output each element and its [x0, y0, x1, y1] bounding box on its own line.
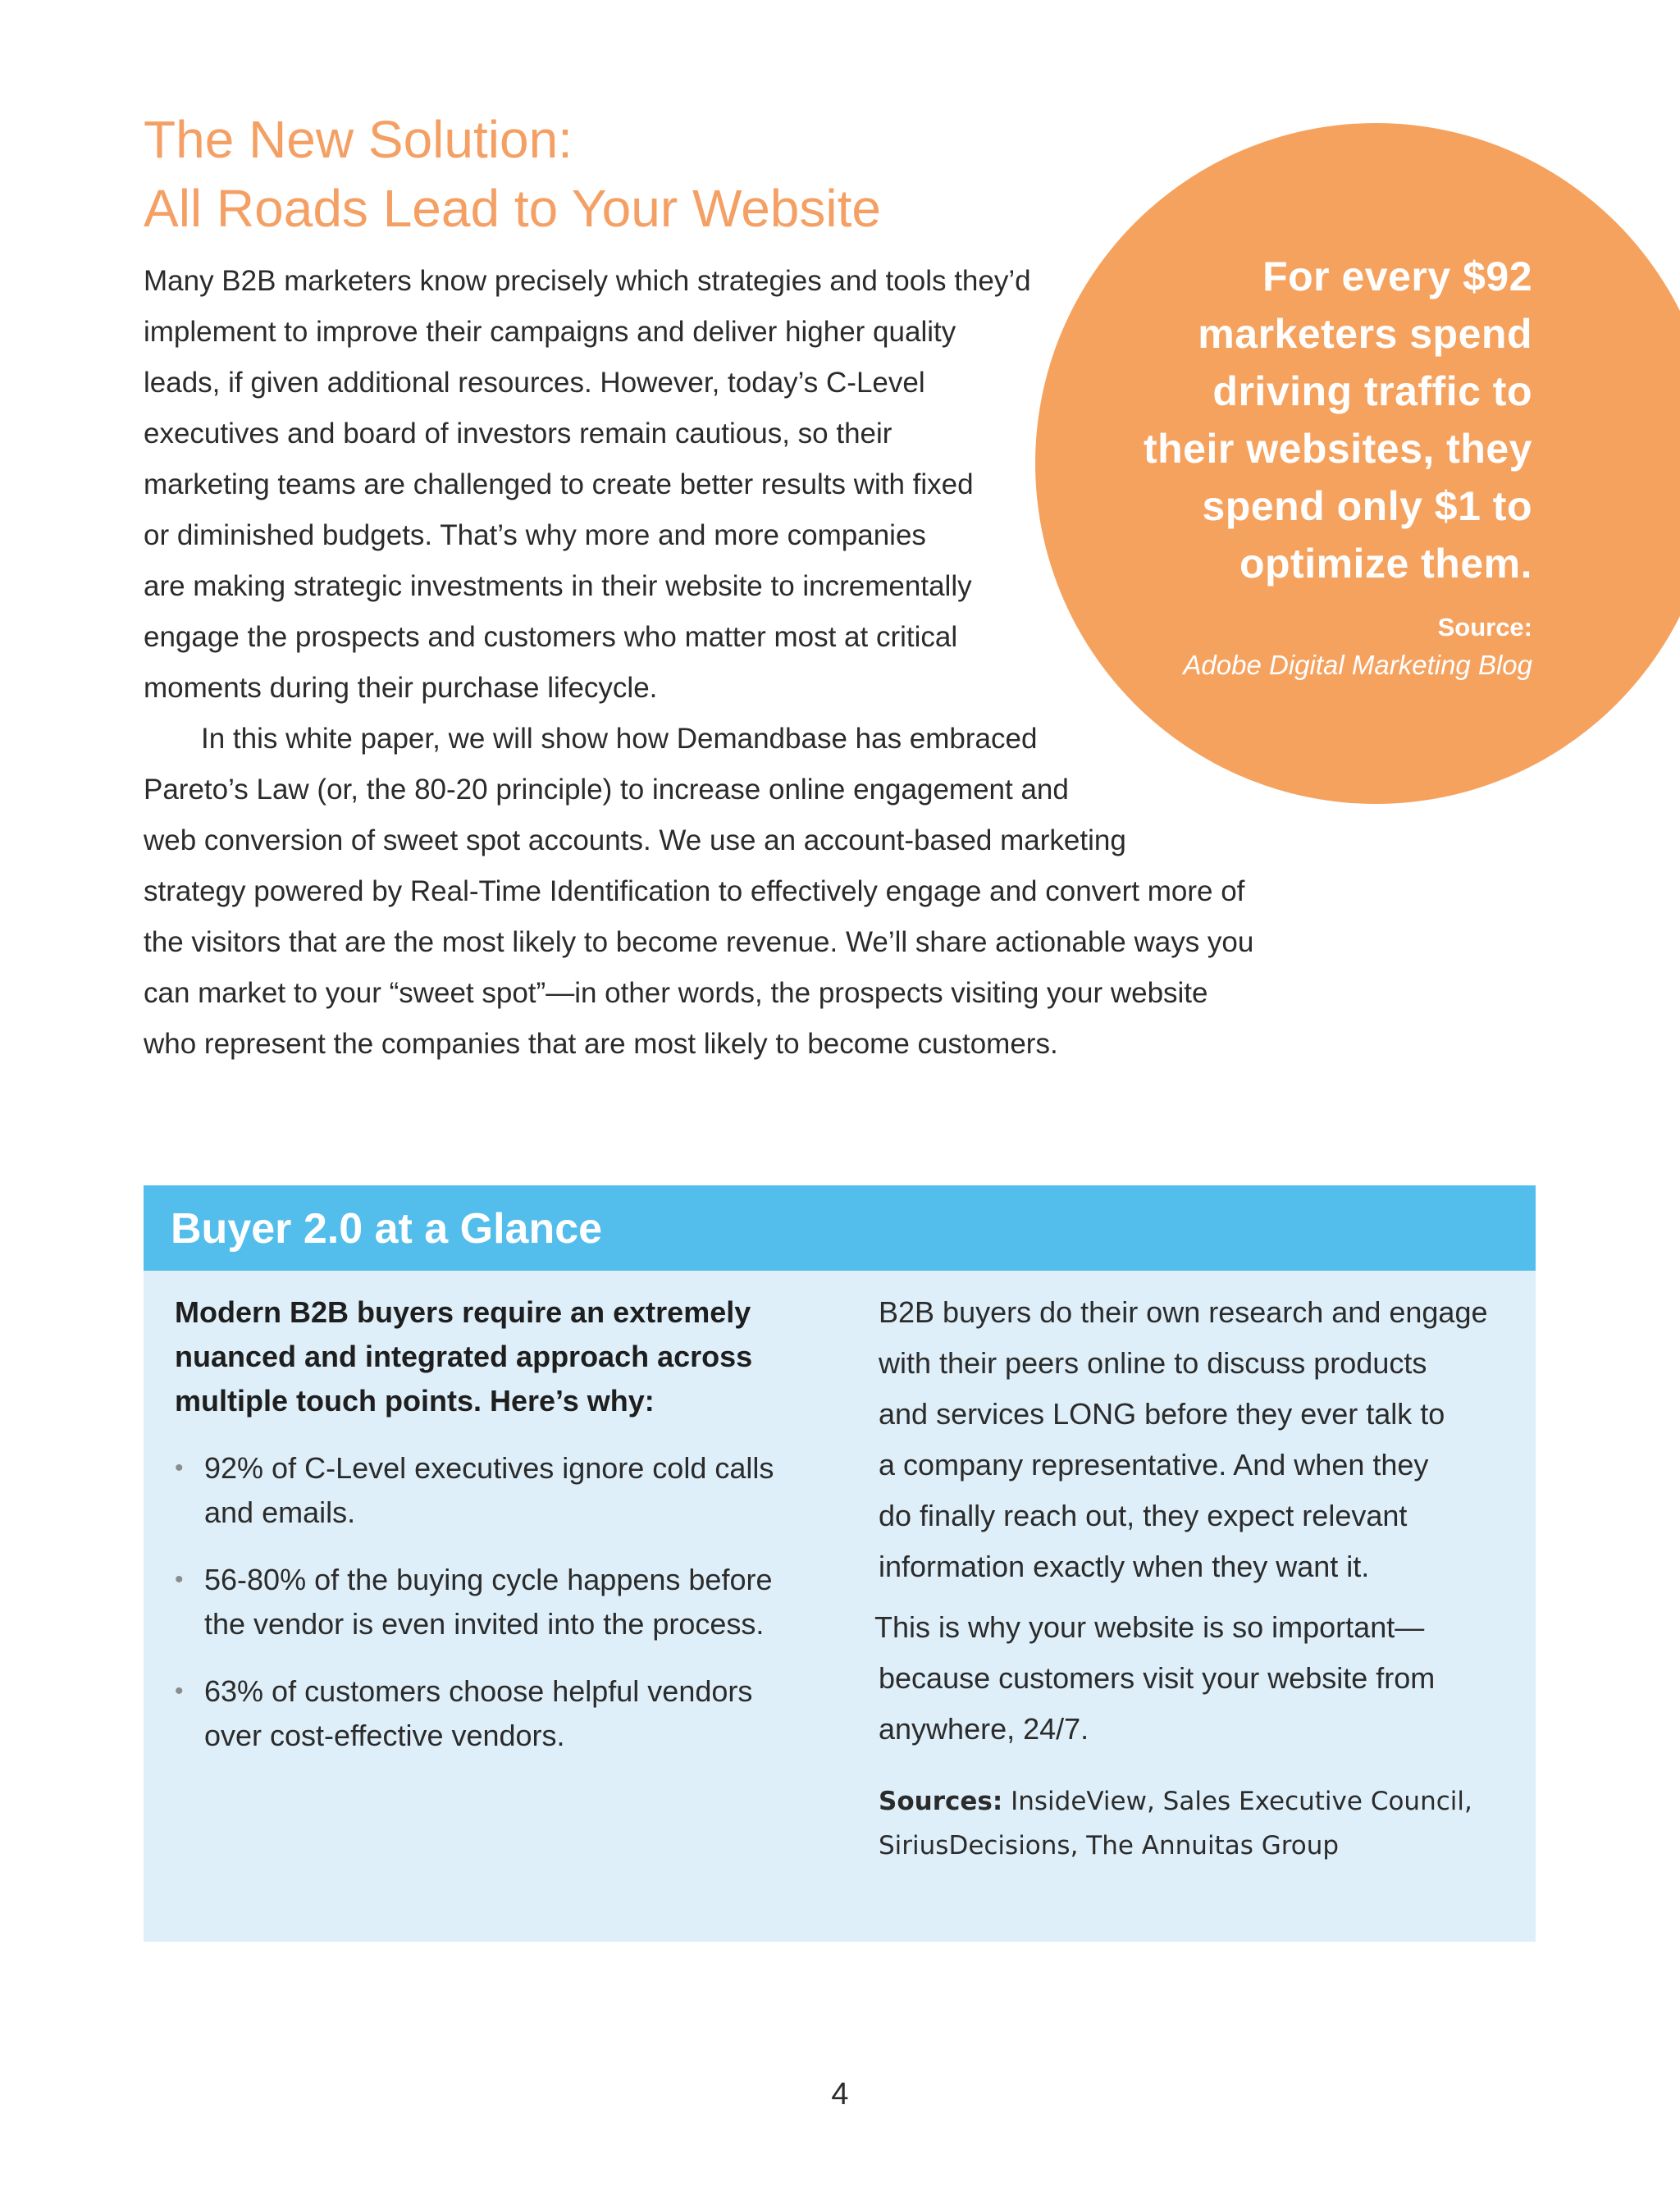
paragraph-line: This is why your website is so important— [874, 1610, 1425, 1644]
stat-list [175, 1446, 831, 1758]
callout-stat-text [958, 248, 1532, 592]
title-line-2: All Roads Lead to Your Website [144, 179, 881, 238]
callout-line: spend only $1 to [1202, 483, 1532, 529]
body-line: strategy powered by Real-Time Identification to effectively engage and convert more of [144, 875, 1245, 907]
body-line: can market to your “sweet spot”—in other words, the prospects visiting your website [144, 977, 1208, 1009]
body-line: who represent the companies that are most likely to become customers. [144, 1028, 1058, 1060]
body-line: moments during their purchase lifecycle. [144, 672, 658, 704]
callout-statistic [958, 248, 1532, 684]
body-line: or diminished budgets. That’s why more and more companies [144, 519, 926, 551]
sources-note [879, 1779, 1518, 1868]
title-line-1: The New Solution: [144, 110, 573, 169]
list-item [175, 1669, 831, 1758]
callout-line: optimize them. [1239, 541, 1532, 587]
stat-line: 63% of customers choose helpful vendors [204, 1674, 753, 1708]
body-line: are making strategic investments in their website to incrementally [144, 570, 972, 602]
body-line: web conversion of sweet spot accounts. We use an account-based marketing [144, 824, 1126, 856]
page-title [144, 105, 881, 243]
callout-source-name: Adobe Digital Marketing Blog [1183, 650, 1532, 680]
list-item [175, 1446, 831, 1535]
body-line: leads, if given additional resources. However, today’s C-Level [144, 367, 925, 399]
right-paragraph-1 [879, 1287, 1518, 1592]
callout-line: driving traffic to [1212, 368, 1532, 414]
right-paragraph-2 [874, 1602, 1518, 1755]
body-line: Pareto’s Law (or, the 80-20 principle) to increase online engagement and [144, 774, 1069, 806]
stat-line: over cost-effective vendors. [204, 1719, 565, 1752]
stat-line: and emails. [204, 1495, 356, 1529]
paragraph-line: with their peers online to discuss products [879, 1346, 1427, 1380]
sources-label: Sources: [879, 1787, 1003, 1816]
glance-right-column [874, 1287, 1518, 1868]
stat-line: 92% of C-Level executives ignore cold calls [204, 1451, 774, 1485]
bullet-icon: • [175, 1566, 184, 1593]
body-line: marketing teams are challenged to create better results with fixed [144, 468, 974, 500]
sources-text: InsideView, Sales Executive Council, [1011, 1787, 1472, 1816]
glance-header-bar [144, 1185, 1536, 1271]
page-number: 4 [831, 2077, 849, 2112]
body-line: engage the prospects and customers who matter most at critical [144, 621, 958, 653]
callout-source-label: Source: [1437, 613, 1532, 641]
paragraph-line: and services LONG before they ever talk to [879, 1397, 1445, 1431]
body-line: executives and board of investors remain cautious, so their [144, 418, 892, 450]
list-item [175, 1558, 831, 1646]
paragraph-line: because customers visit your website from [879, 1661, 1436, 1695]
stat-line: the vendor is even invited into the process. [204, 1607, 765, 1641]
bullet-icon: • [175, 1678, 184, 1705]
paragraph-line: a company representative. And when they [879, 1448, 1429, 1482]
callout-line: their websites, they [1143, 426, 1532, 472]
glance-intro-line: Modern B2B buyers require an extremely [175, 1295, 751, 1329]
glance-intro [175, 1290, 831, 1423]
body-line: the visitors that are the most likely to become revenue. We’ll share actionable ways you [144, 926, 1254, 958]
paragraph-line: B2B buyers do their own research and engage [879, 1295, 1488, 1329]
callout-line: For every $92 [1262, 253, 1532, 299]
stat-line: 56-80% of the buying cycle happens before [204, 1563, 773, 1596]
glance-intro-line: nuanced and integrated approach across [175, 1340, 753, 1373]
glance-intro-line: multiple touch points. Here’s why: [175, 1384, 655, 1418]
paragraph-line: do finally reach out, they expect relevant [879, 1499, 1408, 1532]
body-line: In this white paper, we will show how Demandbase has embraced [201, 723, 1038, 755]
glance-title: Buyer 2.0 at a Glance [171, 1205, 603, 1253]
body-line: Many B2B marketers know precisely which strategies and tools they’d [144, 265, 1031, 297]
glance-left-column [175, 1290, 831, 1781]
callout-line: marketers spend [1198, 311, 1532, 357]
paragraph-line: anywhere, 24/7. [879, 1712, 1089, 1746]
buyer-glance-box [144, 1185, 1536, 1942]
sources-line: SiriusDecisions, The Annuitas Group [879, 1831, 1340, 1861]
body-line: implement to improve their campaigns and deliver higher quality [144, 316, 956, 348]
sources-line [879, 1779, 1518, 1824]
bullet-icon: • [175, 1454, 184, 1482]
paragraph-line: information exactly when they want it. [879, 1550, 1370, 1583]
